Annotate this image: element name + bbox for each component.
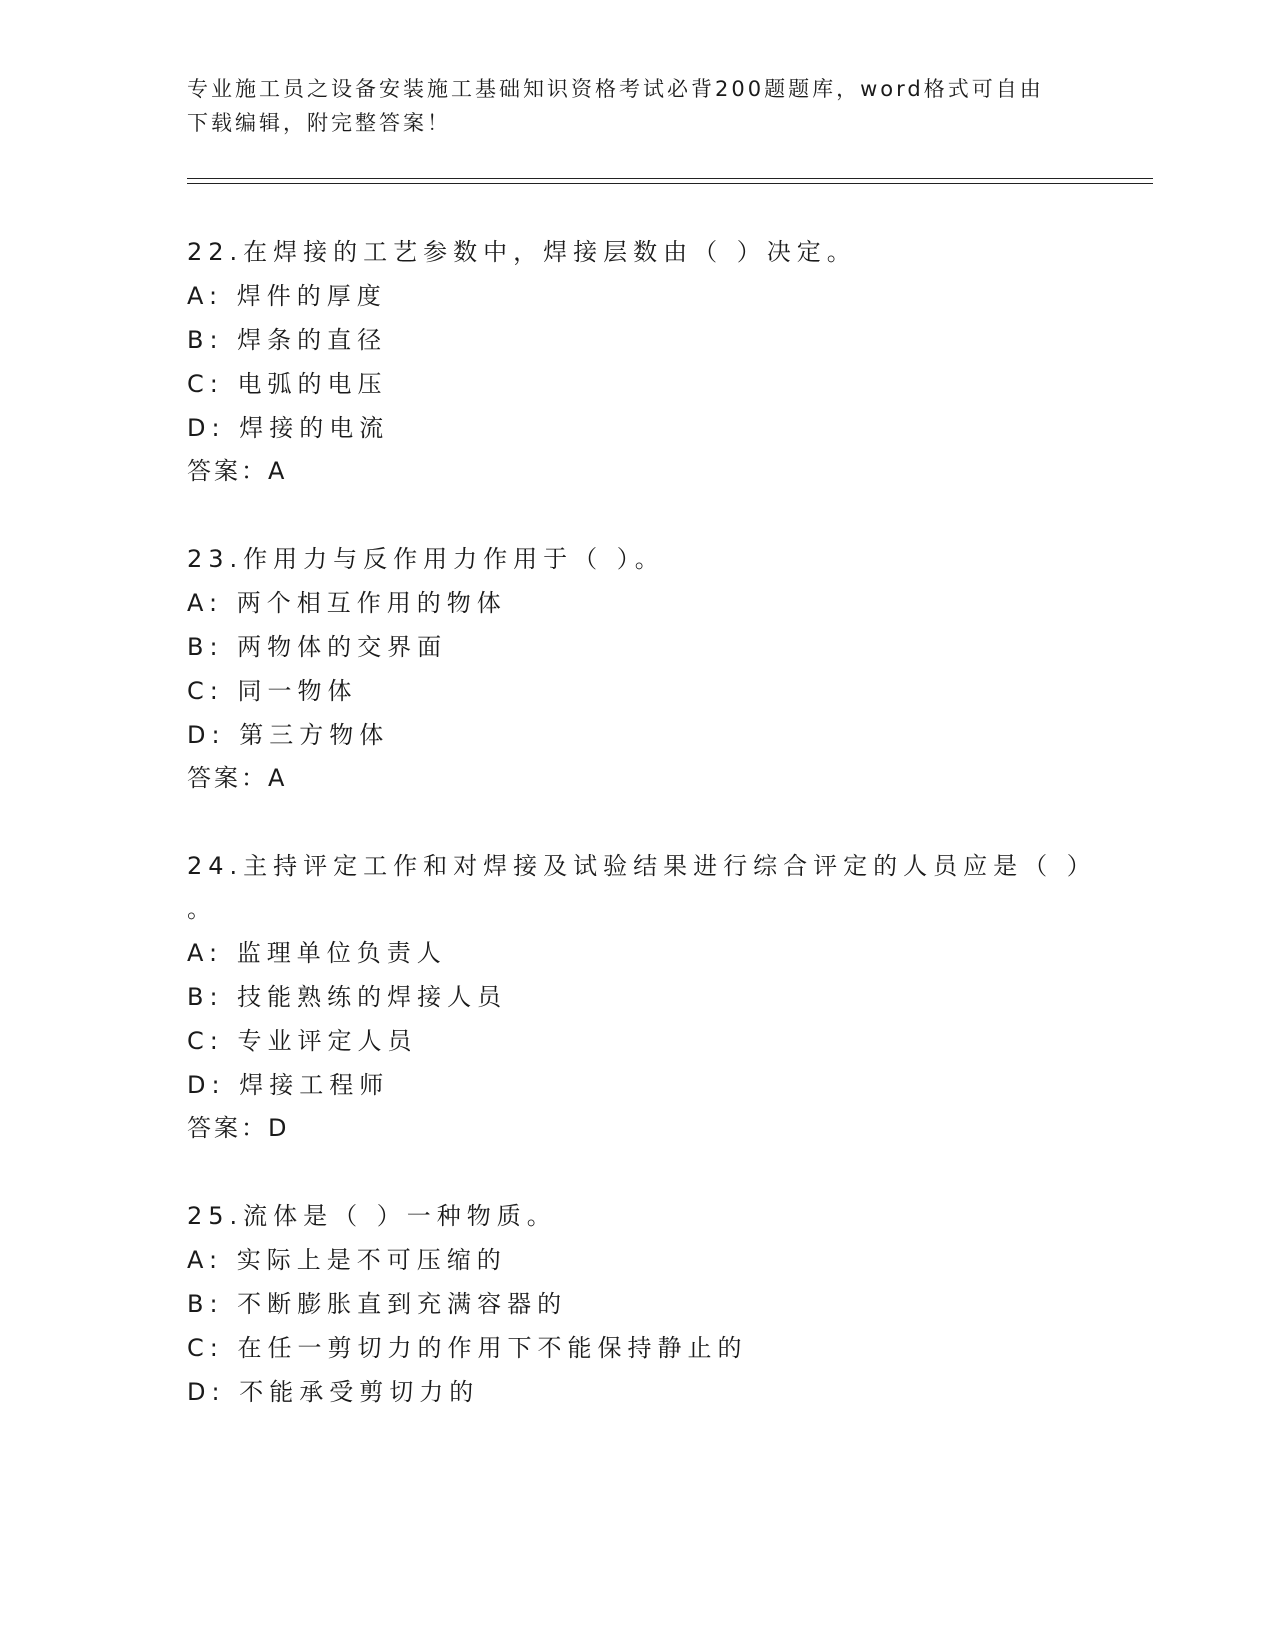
question-22-answer: 答案：A: [187, 457, 288, 485]
question-22-option-a: A: 焊件的厚度: [187, 282, 387, 310]
question-25-option-a: A: 实际上是不可压缩的: [187, 1246, 507, 1274]
question-24-option-d: D: 焊接工程师: [187, 1071, 390, 1099]
question-23-stem: 23.作用力与反作用力作用于（ ）。: [187, 545, 665, 573]
question-25-option-d: D: 不能承受剪切力的: [187, 1378, 480, 1406]
question-22-option-c: C: 电弧的电压: [187, 370, 388, 398]
question-24-option-a: A: 监理单位负责人: [187, 939, 447, 967]
question-22-stem: 22.在焊接的工艺参数中，焊接层数由（ ）决定。: [187, 238, 857, 266]
question-22-option-d: D: 焊接的电流: [187, 414, 390, 442]
header-line-2: 下载编辑，附完整答案！: [187, 111, 451, 135]
question-23-answer: 答案：A: [187, 764, 288, 792]
question-24-option-c: C: 专业评定人员: [187, 1027, 418, 1055]
header-line-1: 专业施工员之设备安装施工基础知识资格考试必背200题题库，word格式可自由: [187, 77, 1044, 101]
question-23-option-c: C: 同一物体: [187, 677, 358, 705]
question-25-stem: 25.流体是（ ）一种物质。: [187, 1202, 557, 1230]
question-22-option-b: B: 焊条的直径: [187, 326, 388, 354]
question-23-option-a: A: 两个相互作用的物体: [187, 589, 507, 617]
question-23-option-b: B: 两物体的交界面: [187, 633, 448, 661]
question-23-option-d: D: 第三方物体: [187, 721, 390, 749]
document-header: [187, 72, 1067, 140]
question-25-option-b: B: 不断膨胀直到充满容器的: [187, 1290, 568, 1318]
question-24-stem-continuation: 。: [187, 895, 217, 923]
question-25-option-c: C: 在任一剪切力的作用下不能保持静止的: [187, 1334, 748, 1362]
question-24-answer: 答案：D: [187, 1114, 290, 1142]
header-divider-bottom: [187, 183, 1153, 184]
question-24-stem: 24.主持评定工作和对焊接及试验结果进行综合评定的人员应是（ ）: [187, 852, 1097, 880]
question-24-option-b: B: 技能熟练的焊接人员: [187, 983, 508, 1011]
header-divider-top: [187, 178, 1153, 179]
